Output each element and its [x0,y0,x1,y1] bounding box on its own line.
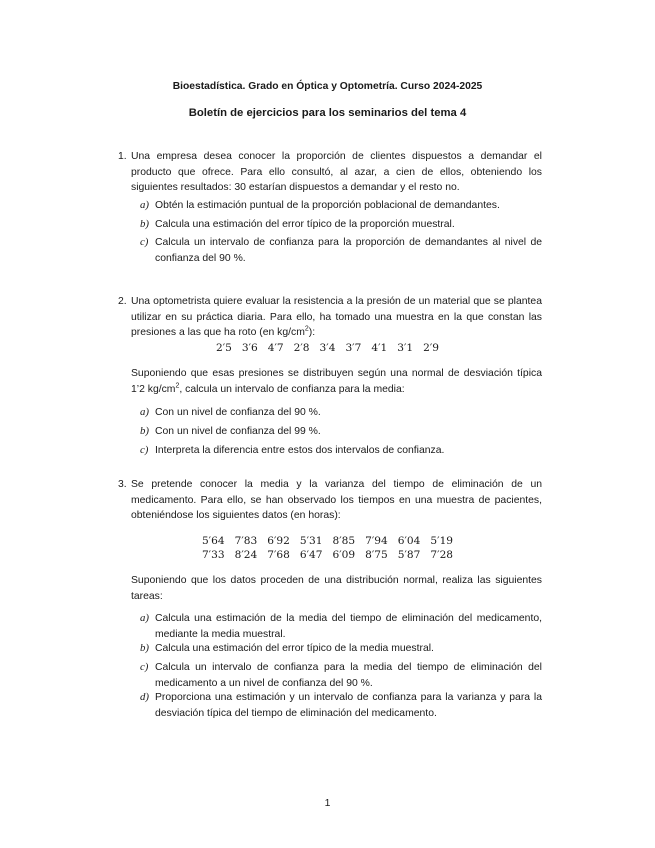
data-value: 4′7 [267,342,284,354]
data-value: 7′28 [430,549,454,561]
exercise-2-data-row [0,342,655,354]
exercise-3-item-b: Calcula una estimación del error típico de la media muestral. [155,643,434,654]
data-value: 5′19 [430,535,454,547]
exercise-3-statement: Se pretende conocer la media y la varianza del tiempo de eliminación de un medicamento. Para ello, se han observado los tiempos en una muestra de pacientes, obteniéndose los siguientes datos (en horas): [131,479,542,521]
data-value: 7′94 [365,535,388,547]
exercise-2-statement: Una optometrista quiere evaluar la resistencia a la presión de un material que se plantea utilizar en su práctica diaria. Para ello, ha tomado una muestra en la que constan las presiones a las que ha roto (en $kg/cm^2$): [131,296,542,338]
exercise-3-number: 3. [118,479,127,490]
exercise-3-data-row-1 [0,535,655,547]
exercise-2-item-a-label: a) [140,406,149,418]
data-value: 2′8 [293,342,310,354]
exercise-1-item-b-label: b) [140,218,149,230]
data-value: 8′75 [365,549,388,561]
exercise-3-item-a: Calcula una estimación de la media del tiempo de eliminación del medicamento, mediante la media muestral. [155,613,542,640]
data-value: 6′04 [397,535,421,547]
course-header: Bioestadística. Grado en Óptica y Optometría. Curso 2024-2025 [172,81,483,92]
data-value: 2′5 [215,342,232,354]
data-value: 3′1 [397,342,414,354]
exercise-3-item-c: Calcula un intervalo de confianza para la media del tiempo de eliminación del medicamento a un nivel de confianza del 90 %. [155,662,542,689]
exercise-2-item-b: Con un nivel de confianza del 99 %. [155,426,321,437]
data-value: 3′7 [345,342,362,354]
exercise-2-item-a: Con un nivel de confianza del 90 %. [155,407,321,418]
exercise-3-item-a-label: a) [140,612,149,624]
data-value: 6′09 [332,549,356,561]
exercise-3-item-b-label: b) [140,642,149,654]
data-value: 4′1 [371,342,388,354]
exercise-1-number: 1. [118,151,127,162]
data-value: 3′4 [319,342,336,354]
data-value: 7′83 [234,535,258,547]
exercise-2-item-b-label: b) [140,425,149,437]
data-value: 5′31 [299,535,323,547]
data-value: 8′24 [234,549,258,561]
document-title: Boletín de ejercicios para los seminarios del tema 4 [188,107,467,119]
data-value: 7′33 [201,549,225,561]
data-value: 6′92 [267,535,290,547]
exercise-1-statement: Una empresa desea conocer la proporción de clientes dispuestos a demandar el producto que ofrece. Para ello consultó, al azar, a cien de ellos, obteniendo los siguientes resultados: 30 estarían dispuestos a demandar y el resto no. [131,151,542,193]
exercise-1-item-a-label: a) [140,199,149,211]
exercise-1-item-a: Obtén la estimación puntual de la proporción poblacional de demandantes. [155,200,500,211]
exercise-1-item-b: Calcula una estimación del error típico de la proporción muestral. [155,219,455,230]
exercise-3-item-d-label: d) [140,691,149,703]
data-value: 5′87 [397,549,421,561]
exercise-1-item-c-label: c) [140,236,149,248]
exercise-3-item-d: Proporciona una estimación y un intervalo de confianza para la varianza y para la desviación típica del tiempo de eliminación del medicamento. [155,692,542,719]
exercise-2-followup: Suponiendo que esas presiones se distribuyen según una normal de desviación típica 1’2 $kg/cm^2$, calcula un intervalo de confianza para la media: [131,368,542,395]
data-value: 5′64 [201,535,225,547]
data-value: 6′47 [299,549,323,561]
exercise-1-item-c: Calcula un intervalo de confianza para la proporción de demandantes al nivel de confianza del 90 %. [155,237,542,264]
data-value: 3′6 [241,342,258,354]
exercise-2-item-c-label: c) [140,444,149,456]
exercise-3-data-row-2 [0,549,655,561]
page-number: 1 [324,798,331,809]
exercise-3-item-c-label: c) [140,661,149,673]
exercise-2-number: 2. [118,296,127,307]
data-value: 2′9 [423,342,439,354]
data-value: 8′85 [332,535,356,547]
exercise-3-followup: Suponiendo que los datos proceden de una distribución normal, realiza las siguientes tareas: [131,575,542,602]
data-value: 7′68 [267,549,290,561]
exercise-2-item-c: Interpreta la diferencia entre estos dos intervalos de confianza. [155,445,445,456]
